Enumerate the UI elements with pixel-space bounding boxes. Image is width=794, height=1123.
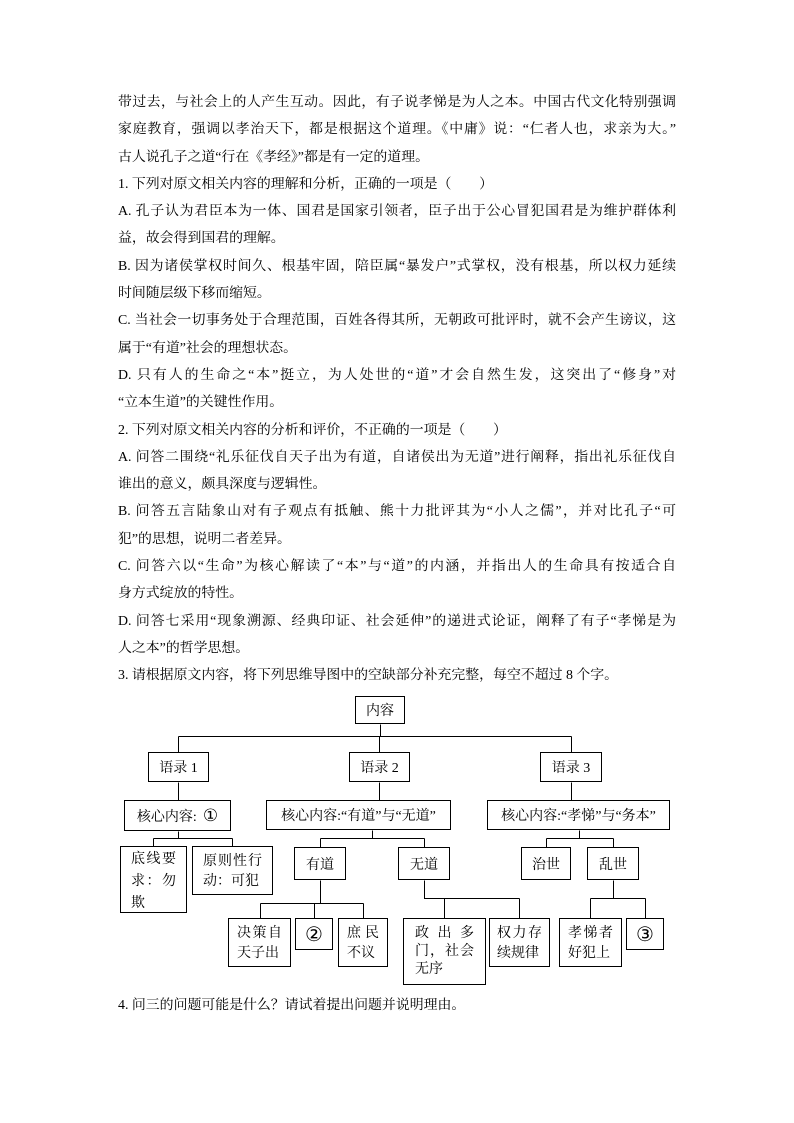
connector-core1-children	[154, 832, 233, 847]
option-c	[118, 307, 676, 362]
connector-core2-children	[321, 831, 425, 848]
connector-core3-children	[547, 831, 614, 848]
connector-root-to-quotes	[179, 725, 572, 753]
core-content-1-node	[124, 800, 231, 831]
luanshi-node: 乱世	[587, 847, 639, 880]
option-line: 属于“有道”社会的理想状态。	[118, 340, 298, 356]
youdao-leaf-node: 决策自天子出	[228, 918, 291, 967]
core-content-2-node: 核心内容:“有道”与“无道”	[266, 800, 451, 830]
option-a	[118, 444, 676, 499]
answer-blank-2: ②	[295, 918, 333, 950]
mind-map	[0, 690, 794, 990]
option-line: B. 问答五言陆象山对有子观点有抵触、熊十力批评其为“小人之儒”，并对比孔子“可	[118, 504, 676, 520]
principled-action-node: 原则性行动：可犯	[192, 846, 273, 895]
option-line: D. 问答七采用“现象溯源、经典印证、社会延伸”的递进式论证，阐释了有子“孝悌是为	[118, 613, 676, 629]
question-stem: 2. 下列对原文相关内容的分析和评价，不正确的一项是（ ）	[118, 422, 507, 438]
luanshi-leaf-node: 孝悌者好犯上	[559, 918, 622, 967]
option-b	[118, 253, 676, 308]
option-line: 益，故会得到国君的理解。	[118, 231, 285, 247]
option-a	[118, 198, 676, 253]
connector-youdao-children	[261, 881, 364, 919]
question-stem: 4. 问三的问题可能是什么？请试着提出问题并说明理由。	[118, 998, 466, 1013]
question-3	[118, 662, 676, 689]
option-line: 人之本”的哲学思想。	[118, 640, 250, 656]
passage-line: 家庭教育，强调以孝治天下，都是根据这个道理。《中庸》说：“仁者人也，求亲为大。”	[118, 122, 676, 138]
answer-blank-3: ③	[626, 918, 664, 950]
option-line: 谁出的意义，颇具深度与逻辑性。	[118, 477, 327, 493]
option-line: 时间随层级下移而缩短。	[118, 286, 271, 302]
option-line: 身方式绽放的特性。	[118, 586, 244, 602]
wudao-leaf-node: 权力存续规律	[489, 918, 550, 967]
option-line: “立本生道”的关键性作用。	[118, 395, 284, 411]
question-2	[118, 417, 676, 663]
quote-1-node: 语录 1	[148, 752, 209, 782]
core-content-label: 核心内容:	[136, 809, 197, 825]
youdao-leaf-node: 庶民不议	[338, 918, 388, 967]
text-column	[118, 89, 676, 690]
wudao-node: 无道	[398, 847, 450, 880]
question-1	[118, 171, 676, 417]
passage-line: 带过去，与社会上的人产生互动。因此，有子说孝悌是为人之本。中国古代文化特别强调	[118, 95, 676, 110]
option-line: 犯”的思想，说明二者差异。	[118, 531, 291, 547]
quote-3-node: 语录 3	[540, 752, 602, 782]
question-4	[118, 992, 676, 1019]
passage-line: 古人说孔子之道“行在《孝经》”都是有一定的道理。	[118, 149, 429, 165]
answer-blank-1: ①	[202, 805, 219, 825]
question-stem: 3. 请根据原文内容，将下列思维导图中的空缺部分补充完整，每空不超过 8 个字。	[118, 668, 619, 684]
question-stem: 1. 下列对原文相关内容的理解和分析，正确的一项是（ ）	[118, 176, 494, 192]
youdao-node: 有道	[294, 847, 346, 880]
option-line: B. 因为诸侯掌权时间久、根基牢固，陪臣属“暴发户”式掌权，没有根基，所以权力延续	[118, 258, 676, 274]
bottom-line-node: 底线要求：勿欺	[120, 846, 187, 913]
option-c	[118, 553, 676, 608]
passage-excerpt	[118, 89, 676, 171]
option-line: A. 孔子认为君臣本为一体、国君是国家引领者，臣子出于公心冒犯国君是为维护群体利	[118, 204, 676, 220]
option-line: A. 问答二围绕“礼乐征伐自天子出为有道，自诸侯出为无道”进行阐释，指出礼乐征伐自	[118, 449, 676, 465]
mind-map-connectors	[0, 690, 794, 990]
zhishi-node: 治世	[521, 847, 571, 880]
option-b	[118, 498, 676, 553]
wudao-leaf-node: 政出多门，社会无序	[403, 918, 486, 985]
option-line: D. 只有人的生命之“本”挺立，为人处世的“道”才会自然生发，这突出了“修身”对	[118, 367, 676, 383]
core-content-3-node: 核心内容:“孝悌”与“务本”	[487, 800, 670, 830]
quote-2-node: 语录 2	[349, 752, 410, 782]
option-line: C. 当社会一切事务处于合理范围，百姓各得其所，无朝政可批评时，就不会产生谤议，这	[118, 313, 676, 329]
connector-luanshi-children	[591, 881, 646, 919]
option-line: C. 问答六以“生命”为核心解读了“本”与“道”的内涵，并指出人的生命具有按适合自	[118, 559, 676, 575]
mindmap-root-node: 内容	[355, 696, 405, 724]
option-d	[118, 608, 676, 663]
option-d	[118, 362, 676, 417]
connector-wudao-children	[425, 881, 520, 919]
